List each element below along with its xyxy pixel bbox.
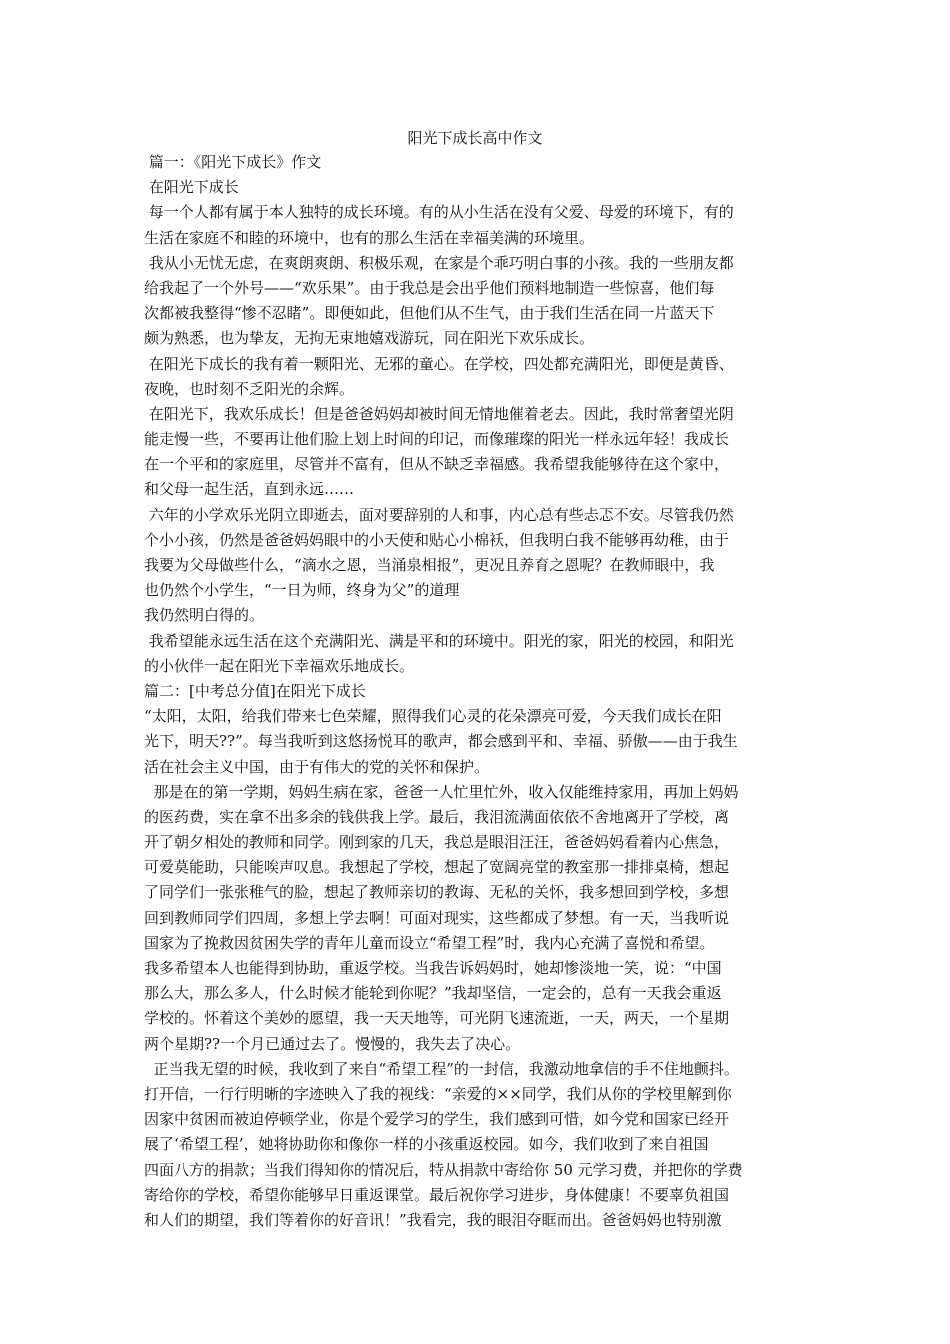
- text-line: 在一个平和的家庭里，尽管并不富有，但从不缺乏幸福感。我希望我能够待在这个家中，: [144, 455, 730, 474]
- text-line: 了同学们一张张稚气的脸，想起了教师亲切的教诲、无私的关怀，我多想回到学校，多想: [144, 883, 730, 902]
- text-line: 次都被我整得“惨不忍睹”。即便如此，但他们从不生气，由于我们生活在同一片蓝天下: [144, 304, 715, 323]
- text-line: 学校的。怀着这个美妙的愿望，我一天天地等，可光阴飞速流逝，一天，两天，一个星期: [144, 1009, 730, 1028]
- text-line: 回到教师同学们四周，多想上学去啊！可面对现实，这些都成了梦想。有一天，当我听说: [144, 908, 730, 927]
- text-line: 生活在家庭不和睦的环境中，也有的那么生活在幸福美满的环境里。: [144, 228, 595, 247]
- document-body: [144, 150, 824, 1233]
- text-line: 两个星期??一个月已通过去了。慢慢的，我失去了决心。: [144, 1034, 521, 1053]
- text-line: 我要为父母做些什么，“滴水之恩，当涌泉相报”，更况且养育之恩呢？在教师眼中，我: [144, 556, 715, 574]
- text-line: 正当我无望的时候，我收到了来自“希望工程”的一封信，我激动地拿信的手不住地颤抖。: [144, 1059, 739, 1078]
- text-line: 国家为了挽救因贫困失学的青年儿童而设立“希望工程”时，我内心充满了喜悦和希望。: [144, 933, 715, 952]
- text-line: 能走慢一些，不要再让他们脸上划上时间的印记，而像璀璨的阳光一样永远年轻！我成长: [144, 430, 730, 449]
- text-line: 可爱莫能助，只能唉声叹息。我想起了学校，想起了宽阔亮堂的教室那一排排桌椅，想起: [144, 858, 730, 877]
- text-line: 展了‘希望工程’，她将协助你和像你一样的小孩重返校园。如今，我们收到了来自祖国: [144, 1135, 709, 1154]
- text-line: 光下，明天??”。每当我听到这悠扬悦耳的歌声，都会感到平和、幸福、骄傲——由于我生: [144, 732, 738, 751]
- text-line: 我多希望本人也能得到协助，重返学校。当我告诉妈妈时，她却惨淡地一笑，说：“中国: [144, 959, 722, 977]
- text-line: 那么大，那么多人，什么时候才能轮到你呢？”我却坚信，一定会的，总有一天我会重返: [144, 984, 722, 1003]
- text-line: 和人们的期望，我们等着你的好音讯！”我看完，我的眼泪夺眶而出。爸爸妈妈也特别激: [144, 1210, 722, 1229]
- text-line: 因家中贫困而被迫停顿学业，你是个爱学习的学生，我们感到可惜，如今党和国家已经开: [144, 1110, 730, 1129]
- text-line: 那是在的第一学期，妈妈生病在家，爸爸一人忙里忙外，收入仅能维持家用，再加上妈妈: [144, 782, 739, 801]
- text-line: 我从小无忧无虑，在爽朗爽朗、积极乐观，在家是个乖巧明白事的小孩。我的一些朋友都: [144, 253, 734, 272]
- text-line: 的小伙伴一起在阳光下幸福欢乐地成长。: [144, 656, 415, 675]
- text-line: 我仍然明白得的。: [144, 606, 265, 625]
- text-line: 夜晚，也时刻不乏阳光的余辉。: [144, 379, 355, 398]
- text-line: 给我起了一个外号——“欢乐果”。由于我总是会出乎他们预料地制造一些惊喜，他们每: [144, 278, 715, 297]
- text-line: 个小小孩，仍然是爸爸妈妈眼中的小天使和贴心小棉袄，但我明白我不能够再幼稚，由于: [144, 530, 730, 549]
- text-line: 篇二：[中考总分值]在阳光下成长: [144, 681, 366, 700]
- text-line: 打开信，一行行明晰的字迹映入了我的视线：“亲爱的××同学，我们从你的学校里解到你: [144, 1084, 732, 1103]
- text-line: 每一个人都有属于本人独特的成长环境。有的从小生活在没有父爱、母爱的环境下，有的: [144, 203, 734, 222]
- text-line: “太阳，太阳，给我们带来七色荣耀，照得我们心灵的花朵漂亮可爱，今天我们成长在阳: [144, 707, 722, 726]
- text-line: 我希望能永远生活在这个充满阳光、满是平和的环境中。阳光的家，阳光的校园，和阳光: [144, 631, 734, 650]
- text-line: 寄给你的学校，希望你能够早日重返课堂。最后祝你学习进步，身体健康！不要辜负祖国: [144, 1185, 730, 1204]
- text-line: 也仍然个小学生，“一日为师，终身为父”的道理: [144, 581, 460, 600]
- text-line: 四面八方的捐款；当我们得知你的情况后，特从捐款中寄给你 50 元学习费，并把你的学费: [144, 1160, 743, 1179]
- text-line: 篇一：《阳光下成长》作文: [144, 153, 322, 171]
- text-line: 六年的小学欢乐光阴立即逝去，面对要辞别的人和事，内心总有些忐忑不安。尽管我仍然: [144, 505, 734, 524]
- text-line: 在阳光下成长的我有着一颗阳光、无邪的童心。在学校，四处都充满阳光，即便是黄昏、: [144, 354, 734, 373]
- text-line: 的医药费，实在拿不出多余的钱供我上学。最后，我泪流满面依依不舍地离开了学校，离: [144, 807, 730, 826]
- text-line: 颇为熟悉，也为挚友，无拘无束地嬉戏游玩，同在阳光下欢乐成长。: [144, 329, 595, 348]
- text-line: 活在社会主义中国，由于有伟大的党的关怀和保护。: [144, 757, 490, 776]
- text-line: 在阳光下成长: [144, 178, 239, 197]
- text-line: 在阳光下，我欢乐成长！但是爸爸妈妈却被时间无情地催着老去。因此，我时常奢望光阴: [144, 404, 734, 423]
- text-line: 和父母一起生活，直到永远……: [144, 480, 355, 499]
- document-title: 阳光下成长高中作文: [407, 129, 543, 147]
- text-line: 开了朝夕相处的教师和同学。刚到家的几天，我总是眼泪汪汪，爸爸妈妈看着内心焦急，: [144, 833, 730, 852]
